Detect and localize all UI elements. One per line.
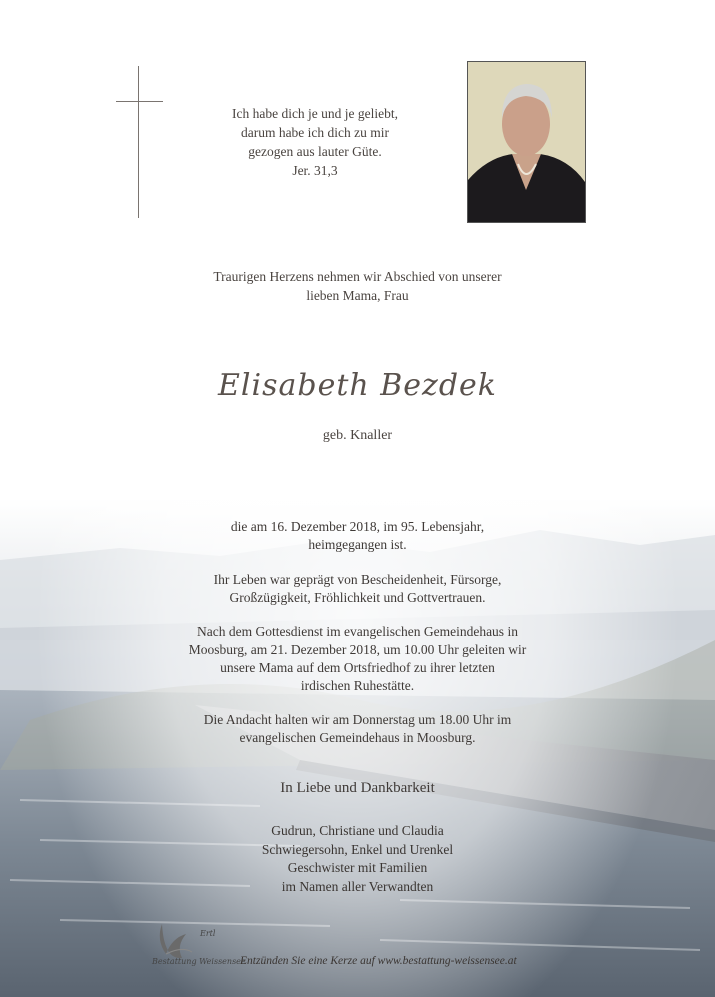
intro-text [120,267,595,305]
family-line: Schwiegersohn, Enkel und Urenkel [261,841,454,857]
logo-top-text: Ertl [200,929,216,938]
deceased-name: Elisabeth Bezdek [218,368,497,403]
funeral-line: Moosburg, am 21. Dezember 2018, um 10.00 Uhr geleiten wir [188,642,527,657]
bible-verse [180,104,450,180]
verse-line: Ich habe dich je und je geliebt, [231,106,399,121]
prayer-line: evangelischen Gemeindehaus in Moosburg. [239,730,476,745]
cross-icon-bar [116,101,163,102]
funeral-line: irdischen Ruhestätte. [300,678,415,693]
funeral-text [140,623,575,695]
maiden-name: geb. Knaller [322,428,393,443]
prayer-text [140,711,575,747]
family-line: Geschwister mit Familien [287,860,428,875]
family-line: im Namen aller Verwandten [281,878,434,894]
verse-line: gezogen aus lauter Güte. [248,144,382,159]
funeral-line: Nach dem Gottesdienst im evangelischen Gemeindehaus in [197,624,518,639]
family-line: Gudrun, Christiane und Claudia [271,823,444,838]
life-text-line: Ihr Leben war geprägt von Bescheidenheit, Fürsorge, [213,572,502,587]
prayer-line: Die Andacht halten wir am Donnerstag um 18.00 Uhr im [203,712,512,727]
funeral-line: unsere Mama auf dem Ortsfriedhof zu ihrer letzten [220,660,495,675]
verse-reference: Jer. 31,3 [292,163,338,178]
intro-line: lieben Mama, Frau [306,288,409,303]
family-signature [180,822,535,896]
candle-link[interactable]: Entzünden Sie eine Kerze auf www.bestattung-weissensee.at [240,955,517,967]
portrait-photo [467,61,586,223]
death-notice-line: heimgegangen ist. [308,537,407,552]
life-text [140,571,575,607]
intro-line: Traurigen Herzens nehmen wir Abschied von unserer [213,269,502,284]
closing-heading: In Liebe und Dankbarkeit [280,780,435,796]
death-notice [140,518,575,554]
verse-line: darum habe ich dich zu mir [240,125,390,140]
logo-bottom-text: Bestattung Weissensee [152,957,246,966]
death-notice-line: die am 16. Dezember 2018, im 95. Lebensjahr, [230,519,485,534]
cross-icon [138,66,139,218]
life-text-line: Großzügigkeit, Fröhlichkeit und Gottvertrauen. [229,590,486,605]
funeral-home-logo [152,920,246,968]
